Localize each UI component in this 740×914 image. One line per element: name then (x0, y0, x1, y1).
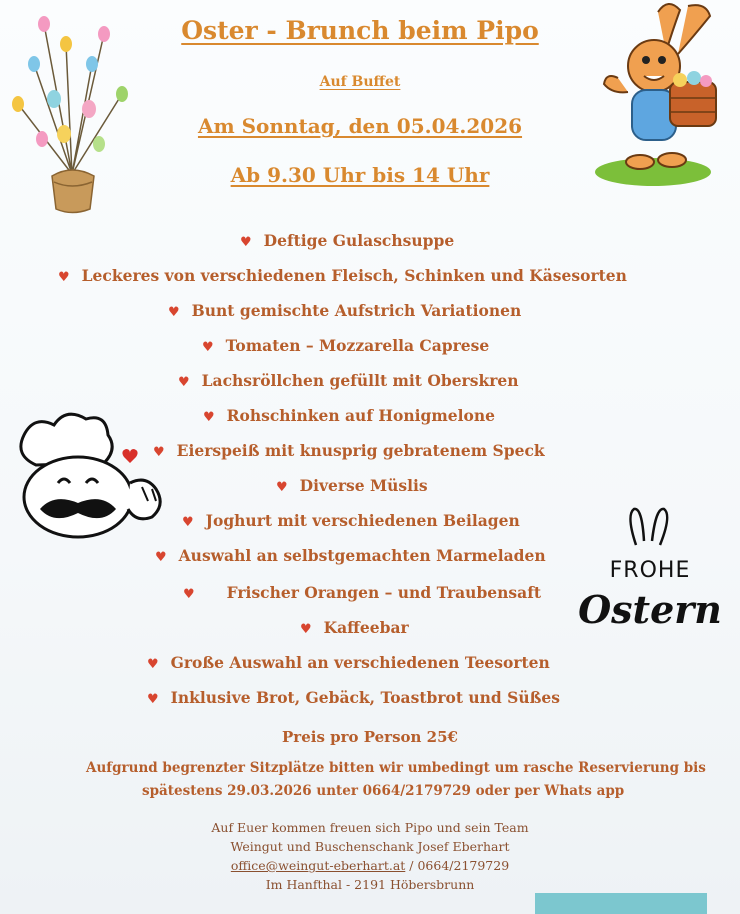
heart-icon: ♥ (147, 657, 159, 672)
footer-business: Weingut und Buschenschank Josef Eberhart (230, 839, 510, 854)
email-link[interactable]: office@weingut-eberhart.at (230, 858, 406, 873)
list-item: ♥ Bunt gemischte Aufstrich Variationen (168, 301, 522, 320)
list-item: ♥ Deftige Gulaschsuppe (240, 231, 455, 250)
list-item: ♥ Kaffeebar (300, 618, 409, 637)
heart-icon: ♥ (182, 515, 194, 530)
heart-icon: ♥ (147, 692, 159, 707)
footer-address: Im Hanfthal - 2191 Höbersbrunn (265, 877, 475, 892)
easter-tree-icon (4, 4, 144, 229)
event-date: Am Sonntag, den 05.04.2026 (197, 114, 523, 138)
flyer-title: Oster - Brunch beim Pipo (181, 16, 539, 45)
footer-greeting: Auf Euer kommen freuen sich Pipo und sein Team (211, 820, 529, 835)
heart-icon: ♥ (240, 235, 252, 250)
heart-icon: ♥ (155, 550, 167, 565)
list-item: ♥ Auswahl an selbstgemachten Marmeladen (155, 546, 546, 565)
heart-icon: ♥ (300, 622, 312, 637)
heart-icon: ♥ (183, 587, 195, 602)
heart-icon: ♥ (58, 270, 70, 285)
frohe-text: FROHE (609, 558, 691, 583)
frohe-ostern-graphic (568, 505, 733, 645)
heart-icon: ♥ (203, 410, 215, 425)
list-item: ♥ Diverse Müslis (276, 476, 428, 495)
list-item: ♥ Lachsröllchen gefüllt mit Oberskren (178, 371, 519, 390)
reservation-note-line1: Aufgrund begrenzter Sitzplätze bitten wir umbedingt um rasche Reservierung bis (86, 760, 706, 776)
phone-number: / 0664/2179729 (405, 858, 510, 873)
list-item: ♥ Rohschinken auf Honigmelone (203, 406, 495, 425)
ostern-text: Ostern (578, 587, 722, 632)
list-item: ♥ Frischer Orangen – und Traubensaft (183, 583, 542, 602)
heart-icon: ♥ (178, 375, 190, 390)
buffet-label: Auf Buffet (319, 74, 401, 90)
list-item: ♥ Joghurt mit verschiedenen Beilagen (182, 511, 520, 530)
footer-contact (170, 858, 570, 873)
heart-icon: ♥ (202, 340, 214, 355)
list-item: ♥ Tomaten – Mozzarella Caprese (202, 336, 490, 355)
list-item: ♥ Eierspeiß mit knusprig gebratenem Speck (153, 441, 545, 460)
bunny-ears-icon (568, 505, 733, 645)
heart-icon: ♥ (153, 445, 165, 460)
list-item: ♥ Große Auswahl an verschiedenen Teesorten (147, 653, 550, 672)
teal-bar (535, 893, 707, 914)
heart-icon: ♥ (168, 305, 180, 320)
price-per-person: Preis pro Person 25€ (282, 728, 458, 746)
heart-icon: ♥ (276, 480, 288, 495)
easter-bunny-icon (588, 2, 728, 192)
reservation-note-line2: spätestens 29.03.2026 unter 0664/2179729 oder per Whats app (142, 783, 625, 799)
event-time: Ab 9.30 Uhr bis 14 Uhr (230, 163, 490, 187)
list-item: ♥ Inklusive Brot, Gebäck, Toastbrot und Süßes (147, 688, 560, 707)
list-item: ♥ Leckeres von verschiedenen Fleisch, Schinken und Käsesorten (58, 266, 627, 285)
chef-icon (6, 405, 176, 545)
